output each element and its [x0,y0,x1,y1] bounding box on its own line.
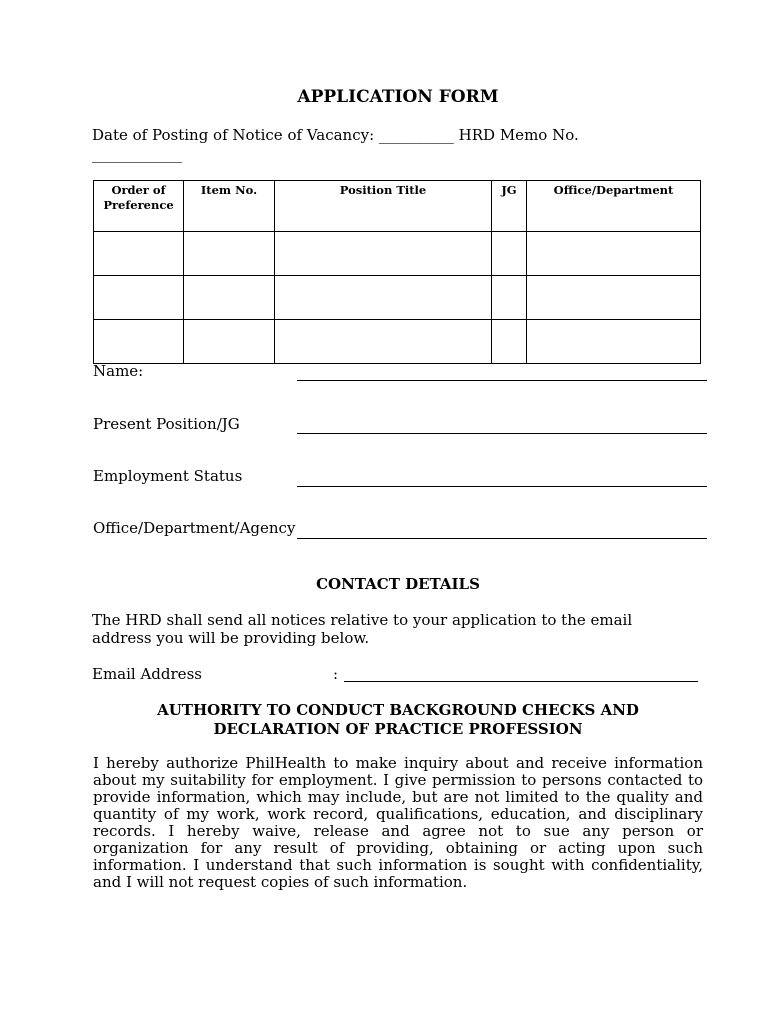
table-cell[interactable] [275,276,492,320]
table-cell[interactable] [527,232,701,276]
name-label: Name: [93,362,144,380]
table-row [94,320,701,364]
table-cell[interactable] [492,276,527,320]
authority-paragraph: I hereby authorize PhilHealth to make inquiry about and receive information about my suitability for employment. I give permission to persons contacted to provide information, which may include, but are not limited to the quality and quantity of my work, work record, qualifications, education, and disciplinary records. I hereby waive, release and agree not to sue any person or organization for any result of providing, obtaining or acting upon such information. I understand that such information is sought with confidentiality, and I will not request copies of such information. [93,754,703,891]
posting-line: Date of Posting of Notice of Vacancy: __________ HRD Memo No. [92,126,579,144]
name-field[interactable] [297,380,707,381]
present-position-field[interactable] [297,433,707,434]
table-cell[interactable] [94,232,184,276]
table-header-row [94,181,701,232]
table-row [94,232,701,276]
memo-number-blank[interactable]: ____________ [92,145,182,163]
present-position-label: Present Position/JG [93,415,240,433]
table-cell[interactable] [184,276,275,320]
table-cell[interactable] [184,232,275,276]
email-address-label: Email Address [92,665,202,683]
employment-status-field[interactable] [297,486,707,487]
col-header-item-no: Item No. [184,181,275,232]
contact-notice-text: The HRD shall send all notices relative to your application to the email address you will be providing below. [92,611,633,647]
col-header-jg: JG [492,181,527,232]
email-colon: : [333,665,339,683]
table-cell[interactable] [492,232,527,276]
table-cell[interactable] [527,276,701,320]
col-header-position-title: Position Title [275,181,492,232]
col-header-order: Order of Preference [94,181,184,232]
table-cell[interactable] [527,320,701,364]
table-cell[interactable] [275,320,492,364]
table-cell[interactable] [184,320,275,364]
office-department-agency-label: Office/Department/Agency [93,519,296,537]
employment-status-label: Employment Status [93,467,243,485]
office-department-agency-field[interactable] [297,538,707,539]
contact-details-heading: CONTACT DETAILS [316,575,480,593]
table-cell[interactable] [275,232,492,276]
authority-heading: AUTHORITY TO CONDUCT BACKGROUND CHECKS AND DECLARATION OF PRACTICE PROFESSION [157,701,639,738]
col-header-office-department: Office/Department [527,181,701,232]
table-cell[interactable] [492,320,527,364]
position-preference-table [93,180,701,364]
email-address-field[interactable] [344,681,698,682]
table-cell[interactable] [94,276,184,320]
form-title: APPLICATION FORM [297,87,499,107]
table-row [94,276,701,320]
table-cell[interactable] [94,320,184,364]
